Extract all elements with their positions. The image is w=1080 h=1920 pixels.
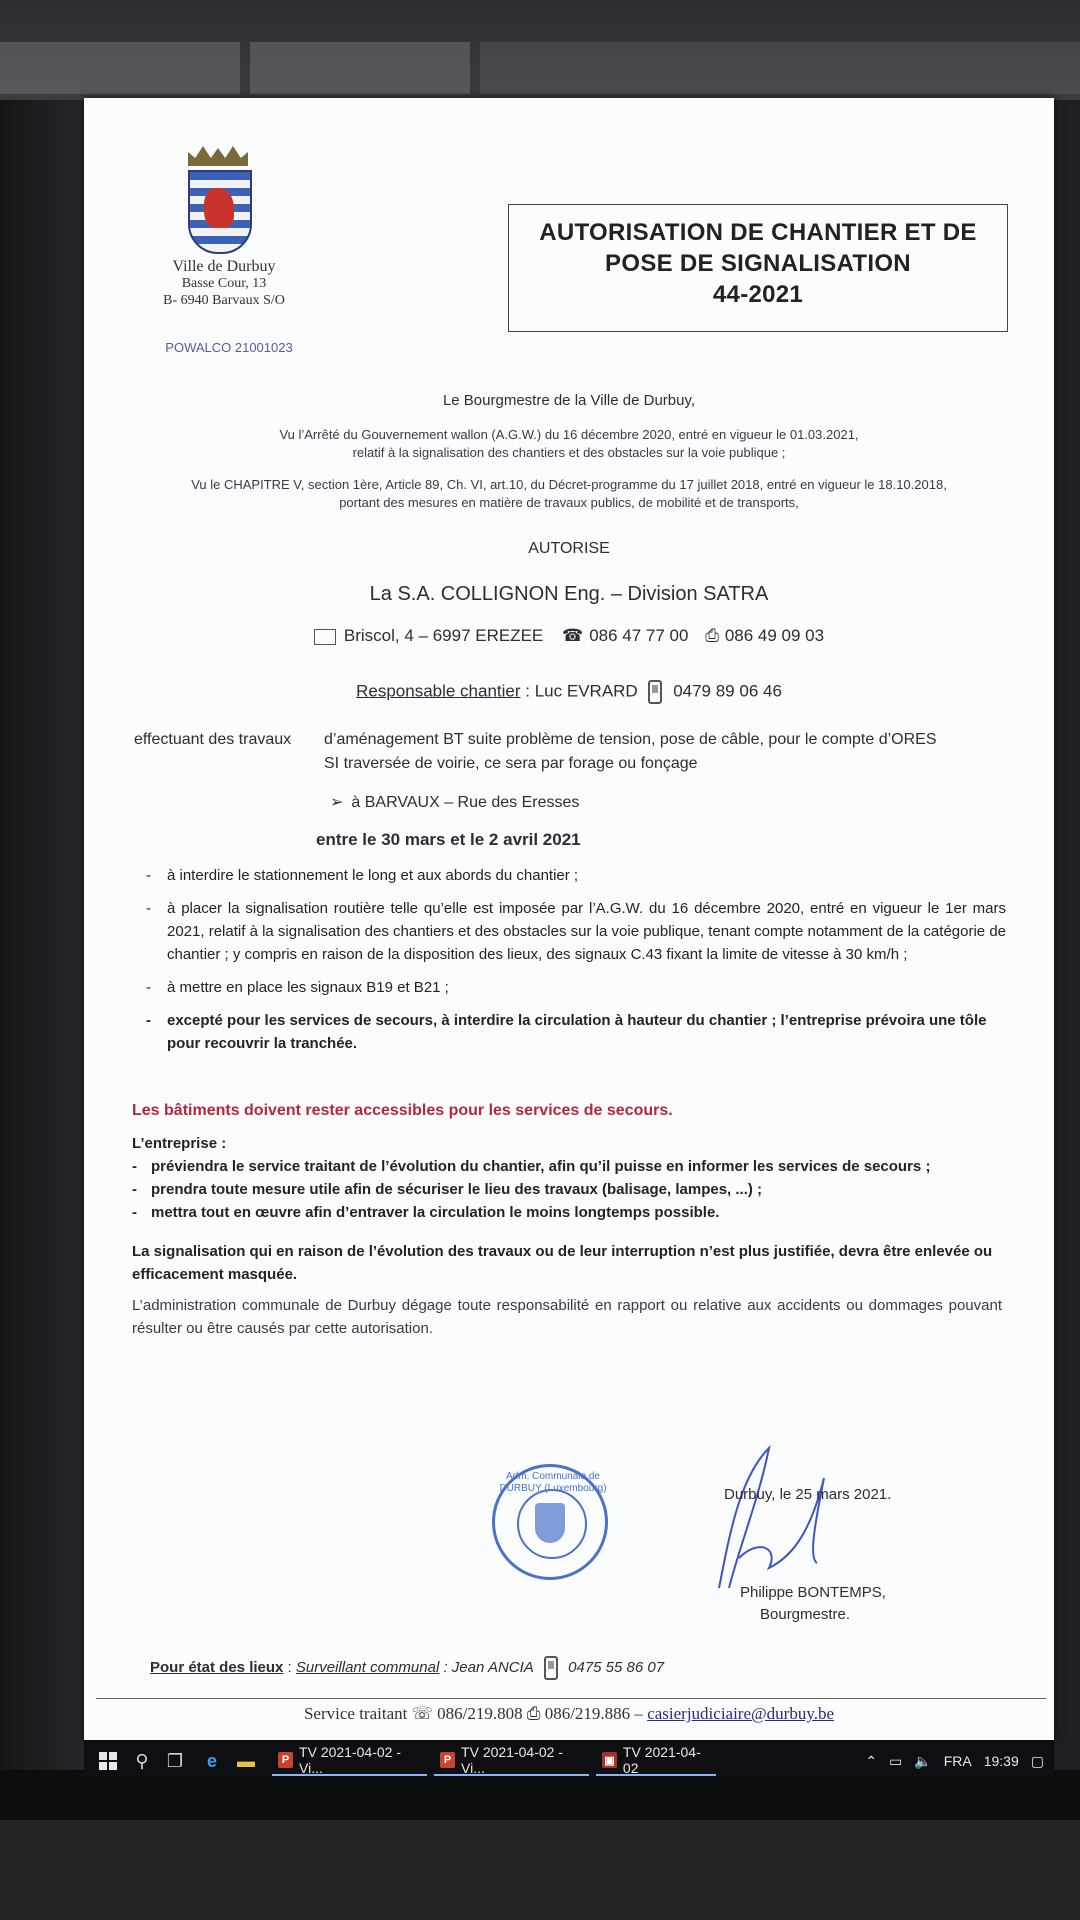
site-manager-label: Responsable chantier bbox=[356, 681, 521, 701]
preamble-intro: Le Bourgmestre de la Ville de Durbuy, bbox=[442, 392, 696, 409]
taskbar-app-powerpoint[interactable] bbox=[434, 1746, 589, 1776]
inspector-name: : Jean ANCIA bbox=[443, 1658, 534, 1676]
company-fax: 086 49 09 03 bbox=[724, 626, 825, 645]
title-line: POSE DE SIGNALISATION bbox=[605, 250, 911, 277]
telephone-icon: ☏ bbox=[411, 1704, 438, 1723]
mayor-title: Bourgmestre. bbox=[760, 1606, 851, 1623]
arrow-bullet-icon: ➢ bbox=[330, 794, 344, 811]
stamp-crest-icon bbox=[535, 1503, 565, 1543]
taskbar-app-label: TV 2021-04-02 bbox=[622, 1744, 701, 1776]
screen-stand bbox=[0, 1820, 1080, 1920]
durbuy-coat-of-arms bbox=[188, 146, 248, 256]
crown-icon bbox=[188, 146, 248, 166]
works-description: d’aménagement BT suite problème de tension, pose de câble, pour le compte d’ORES bbox=[324, 731, 937, 748]
condition-text: excepté pour les services de secours, à interdire la circulation à hauteur du chantier ; l’entreprise prévoira une tôle pour recouvrir la tranchée. bbox=[167, 1012, 987, 1052]
system-tray bbox=[865, 1740, 1044, 1782]
taskbar-app-label: TV 2021-04-02 - Vi... bbox=[299, 1744, 401, 1776]
condition-item: - à mettre en place les signaux B19 et B21 ; bbox=[146, 976, 1006, 999]
powerpoint-icon: P bbox=[278, 1752, 293, 1768]
works-period: entre le 30 mars et le 2 avril 2021 bbox=[316, 830, 581, 849]
taskbar-app-viewer[interactable] bbox=[596, 1746, 716, 1776]
fax-icon: ⎙ bbox=[526, 1704, 545, 1723]
condition-text: à interdire le stationnement le long et aux abords du chantier ; bbox=[167, 867, 579, 884]
footer-contact bbox=[84, 1704, 1054, 1724]
display-screen bbox=[84, 98, 1054, 1776]
background-wall-left bbox=[0, 0, 90, 1920]
conditions-list bbox=[146, 864, 1006, 1055]
inspection-contact bbox=[150, 1656, 664, 1680]
inspector-role: Surveillant communal bbox=[295, 1658, 440, 1676]
background-floor bbox=[0, 1770, 1080, 1920]
entreprise-item-text: préviendra le service traitant de l’évolution du chantier, afin qu’il puisse en informer les services de secours ; bbox=[151, 1158, 931, 1175]
window-reflection bbox=[250, 42, 470, 94]
mobile-phone-icon bbox=[544, 1656, 558, 1680]
stamp-text: Adm. Communale de DURBUY (Luxembourg) bbox=[499, 1471, 607, 1494]
signalisation-note: La signalisation qui en raison de l’évolution des travaux ou de leur interruption n’est plus justifiée, devra être enlevée ou efficacement masquée. bbox=[132, 1243, 993, 1283]
notification-icon[interactable]: ▢ bbox=[1030, 1752, 1044, 1769]
title-number: 44-2021 bbox=[712, 281, 804, 308]
slideshow-icon: ▣ bbox=[602, 1752, 617, 1768]
preamble-line: relatif à la signalisation des chantiers et des obstacles sur la voie publique ; bbox=[352, 445, 786, 460]
condition-text: à mettre en place les signaux B19 et B21 ; bbox=[167, 979, 449, 996]
clock[interactable]: 19:39 bbox=[983, 1753, 1019, 1769]
preamble-line: Vu l’Arrêté du Gouvernement wallon (A.G.W.) du 16 décembre 2020, entré en vigueur le 01.03.2021, bbox=[279, 427, 859, 442]
municipal-stamp bbox=[492, 1464, 608, 1580]
preamble-line: portant des mesures en matière de travaux publics, de mobilité et de transports, bbox=[339, 495, 799, 510]
entreprise-item: - prendra toute mesure utile afin de sécuriser le lieu des travaux (balisage, lampes, ...) ; bbox=[132, 1178, 1012, 1201]
municipality-address bbox=[124, 258, 324, 309]
signature-place-date: Durbuy, le 25 mars 2021. bbox=[724, 1486, 892, 1503]
footer-tel: 086/219.808 bbox=[437, 1704, 523, 1723]
colon: : bbox=[283, 1658, 296, 1676]
shield-icon bbox=[188, 170, 252, 254]
mayor-name: Philippe BONTEMPS, bbox=[740, 1584, 886, 1601]
search-icon[interactable]: ⚲ bbox=[135, 1750, 149, 1771]
site-manager bbox=[84, 680, 1054, 704]
entreprise-item-text: prendra toute mesure utile afin de sécuriser le lieu des travaux (balisage, lampes, ...) ; bbox=[151, 1181, 763, 1198]
file-explorer-icon[interactable]: ▬ bbox=[237, 1750, 255, 1771]
company-address: Briscol, 4 – 6997 EREZEE bbox=[343, 626, 544, 645]
footer-divider bbox=[96, 1698, 1046, 1699]
condition-item: - à interdire le stationnement le long et aux abords du chantier ; bbox=[146, 864, 1006, 887]
entreprise-section bbox=[132, 1132, 1012, 1224]
entreprise-label: L’entreprise : bbox=[132, 1135, 227, 1152]
inspector-phone: 0475 55 86 07 bbox=[568, 1658, 665, 1676]
liability-disclaimer: L’administration communale de Durbuy dégage toute responsabilité en rapport ou relative aux accidents ou dommages pouvant résulter ou être causés par cette autorisation. bbox=[132, 1297, 1002, 1337]
inspection-label: Pour état des lieux bbox=[150, 1658, 284, 1676]
accessibility-warning: Les bâtiments doivent rester accessibles pour les services de secours. bbox=[132, 1102, 673, 1119]
title-line: AUTORISATION DE CHANTIER ET DE bbox=[539, 219, 977, 246]
background-wall-top bbox=[0, 0, 1080, 100]
telephone-icon: ☎ bbox=[562, 626, 584, 645]
preamble-line: Vu le CHAPITRE V, section 1ère, Article 89, Ch. VI, art.10, du Décret-programme du 17 juillet 2018, entré en vigueur le 18.10.2018, bbox=[191, 477, 947, 492]
footer-fax: 086/219.886 – bbox=[544, 1704, 643, 1723]
condition-item: - à placer la signalisation routière telle qu’elle est imposée par l’A.G.W. du 16 décembre 2020, entré en vigueur le 1er mars 2021, relatif à la signalisation des chantiers et des obstacles sur la voie publique, tenant compte notamment de la catégorie de chantier ; y compris en raison de la disposition des lieux, des signaux C.43 fixant la limite de vitesse à 30 km/h ; bbox=[146, 897, 1006, 966]
lion-icon bbox=[204, 188, 234, 228]
address-line: Basse Cour, 13 bbox=[181, 276, 267, 291]
address-line: B- 6940 Barvaux S/O bbox=[163, 293, 285, 308]
company-phone: 086 47 77 00 bbox=[589, 626, 689, 645]
taskbar-app-powerpoint[interactable] bbox=[272, 1746, 427, 1776]
address-card-icon bbox=[314, 629, 336, 645]
volume-icon[interactable]: 🔈 bbox=[914, 1752, 932, 1769]
taskbar-app-label: TV 2021-04-02 - Vi... bbox=[461, 1744, 563, 1776]
input-language[interactable]: FRA bbox=[943, 1753, 972, 1769]
entreprise-item-text: mettra tout en œuvre afin d’entraver la circulation le moins longtemps possible. bbox=[151, 1204, 720, 1221]
condition-text: à placer la signalisation routière telle qu’elle est imposée par l’A.G.W. du 16 décembre 2020, entré en vigueur le 1er mars 2021, relatif à la signalisation des chantiers et des obstacles sur la voie publique, tenant compte notamment de la catégorie de chantier ; y compris en raison de la disposition des lieux, des signaux C.43 fixant la limite de vitesse à 30 km/h ; bbox=[167, 900, 1006, 963]
entreprise-item: - mettra tout en œuvre afin d’entraver la circulation le moins longtemps possible. bbox=[132, 1201, 1012, 1224]
window-reflection bbox=[480, 42, 1080, 94]
location-text: à BARVAUX – Rue des Eresses bbox=[351, 794, 580, 811]
fax-icon: ⎙ bbox=[705, 626, 719, 645]
footer-label: Service traitant bbox=[303, 1704, 408, 1723]
windows-taskbar bbox=[84, 1740, 1054, 1782]
company-contact bbox=[84, 626, 1054, 646]
autorise-heading: AUTORISE bbox=[528, 540, 610, 557]
company-name: La S.A. COLLIGNON Eng. – Division SATRA bbox=[369, 583, 769, 605]
footer-email-link[interactable]: casierjudiciaire@durbuy.be bbox=[647, 1704, 835, 1723]
mobile-phone-icon bbox=[648, 680, 662, 704]
powalco-reference: POWALCO 21001023 bbox=[165, 340, 293, 355]
task-view-icon[interactable]: ❐ bbox=[166, 1750, 184, 1771]
site-manager-phone: 0479 89 06 46 bbox=[673, 681, 782, 701]
windows-start-icon[interactable] bbox=[98, 1749, 118, 1773]
chevron-up-icon[interactable]: ⌃ bbox=[865, 1752, 878, 1769]
works-description: SI traversée de voirie, ce sera par forage ou fonçage bbox=[324, 755, 698, 772]
mayor-signature bbox=[699, 1438, 839, 1598]
works-location bbox=[330, 792, 579, 812]
works-label: effectuant des travaux bbox=[134, 731, 292, 748]
entreprise-item: - préviendra le service traitant de l’évolution du chantier, afin qu’il puisse en informer les services de secours ; bbox=[132, 1155, 1012, 1178]
battery-icon[interactable]: ▭ bbox=[889, 1752, 903, 1769]
window-reflection bbox=[0, 42, 240, 94]
municipality-name: Ville de Durbuy bbox=[172, 258, 276, 275]
edge-browser-icon[interactable]: e bbox=[206, 1750, 217, 1771]
condition-item: - excepté pour les services de secours, à interdire la circulation à hauteur du chantier ; l’entreprise prévoira une tôle pour recouvrir la tranchée. bbox=[146, 1009, 1006, 1055]
site-manager-name: : Luc EVRARD bbox=[525, 681, 638, 701]
powerpoint-icon: P bbox=[440, 1752, 455, 1768]
document-title-box bbox=[508, 204, 1008, 332]
